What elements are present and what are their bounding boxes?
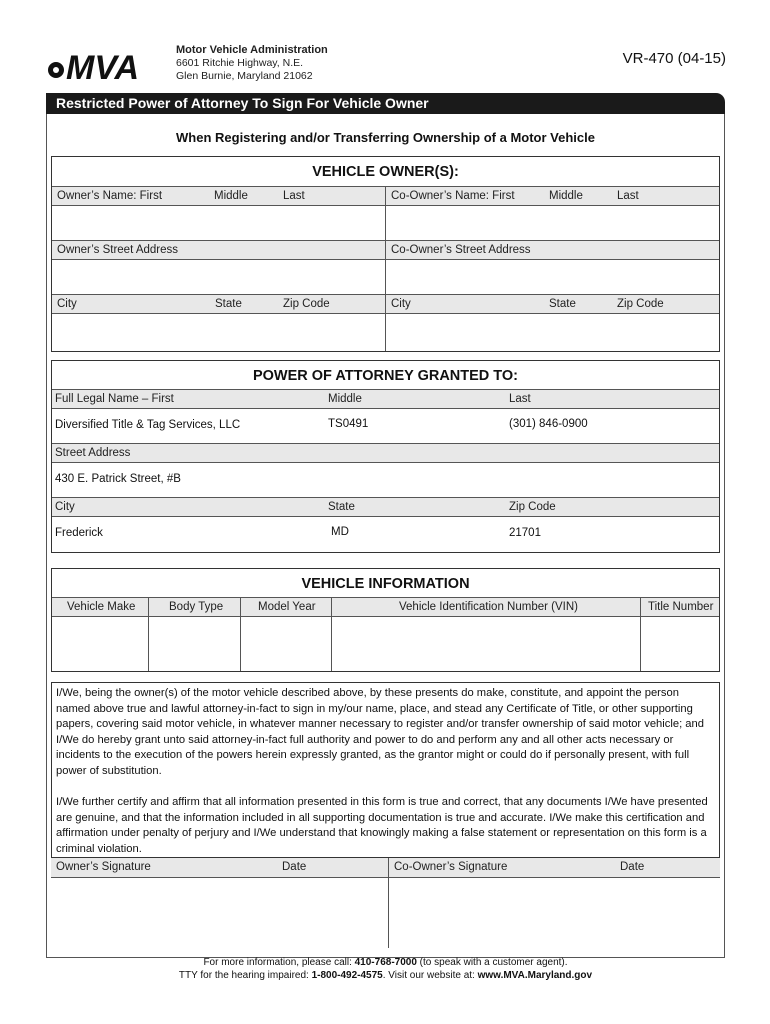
footer-agent-text: (to speak with a customer agent). bbox=[416, 957, 568, 968]
mva-logo bbox=[46, 46, 170, 86]
poa-city-label: City bbox=[55, 501, 75, 513]
coowner-signature-field[interactable] bbox=[389, 878, 720, 946]
poa-street-value[interactable]: 430 E. Patrick Street, #B bbox=[55, 473, 181, 485]
body-type-field[interactable] bbox=[149, 617, 240, 670]
form-footer bbox=[46, 956, 725, 982]
logo-text: MVA bbox=[66, 49, 140, 86]
owner-date-label: Date bbox=[282, 861, 307, 873]
poa-state-value[interactable]: MD bbox=[331, 526, 349, 538]
footer-phone: 410-768-7000 bbox=[354, 957, 417, 968]
signature-center-divider bbox=[388, 858, 389, 948]
title-number-field[interactable] bbox=[641, 617, 719, 670]
body-type-label: Body Type bbox=[169, 601, 224, 613]
coowner-middle-label: Middle bbox=[549, 190, 583, 202]
agency-block bbox=[176, 44, 328, 83]
signature-label-row bbox=[51, 858, 720, 878]
footer-line-1 bbox=[46, 956, 725, 969]
coowner-name-field[interactable] bbox=[386, 206, 719, 240]
footer-website-text: . Visit our website at: bbox=[382, 970, 478, 981]
footer-website-link[interactable]: www.MVA.Maryland.gov bbox=[477, 970, 593, 981]
vehicle-divider-4 bbox=[640, 597, 641, 671]
footer-line-2 bbox=[46, 969, 725, 982]
vehicle-info-section bbox=[51, 568, 720, 672]
poa-street-label: Street Address bbox=[55, 447, 131, 459]
agency-address-line1: 6601 Ritchie Highway, N.E. bbox=[176, 57, 304, 69]
model-year-label: Model Year bbox=[258, 601, 316, 613]
coowner-city-label: City bbox=[391, 298, 411, 310]
owner-street-label: Owner’s Street Address bbox=[57, 244, 179, 256]
footer-tty-number: 1-800-492-4575 bbox=[311, 970, 383, 981]
coowner-signature-label: Co-Owner’s Signature bbox=[394, 861, 508, 873]
owner-last-label: Last bbox=[283, 190, 305, 202]
poa-name-value-row bbox=[52, 409, 719, 443]
vin-field[interactable] bbox=[332, 617, 640, 670]
owner-signature-field[interactable] bbox=[51, 878, 387, 946]
owner-middle-label: Middle bbox=[214, 190, 248, 202]
vehicle-make-label: Vehicle Make bbox=[67, 601, 136, 613]
owner-zip-label: Zip Code bbox=[283, 298, 330, 310]
signature-value-row bbox=[51, 878, 720, 946]
form-number: VR-470 (04-15) bbox=[622, 50, 726, 67]
agency-name: Motor Vehicle Administration bbox=[176, 44, 328, 56]
vehicle-owners-heading: VEHICLE OWNER(S): bbox=[312, 164, 459, 180]
poa-city-value-row bbox=[52, 517, 719, 551]
statement-paragraph-2: I/We further certify and affirm that all information presented in this form is true and correct, that any documents I/We have presented are genuine, and that the information included in all supporting documentation is true and accurate. I/We make this certification and affirmation under penalty of perjury and I/We understand that knowingly making a false statement or representation on this form is a criminal violation. bbox=[56, 796, 708, 855]
coowner-last-label: Last bbox=[617, 190, 639, 202]
form-subtitle: When Registering and/or Transferring Ownership of a Motor Vehicle bbox=[176, 130, 595, 145]
vehicle-make-field[interactable] bbox=[52, 617, 148, 670]
coowner-first-label: Co-Owner’s Name: First bbox=[391, 190, 515, 202]
owner-state-label: State bbox=[215, 298, 242, 310]
poa-city-label-row bbox=[52, 497, 719, 517]
poa-middle-label: Middle bbox=[328, 393, 362, 405]
poa-last-value[interactable]: (301) 846-0900 bbox=[509, 418, 588, 430]
poa-zip-value[interactable]: 21701 bbox=[509, 527, 541, 539]
poa-street-label-row bbox=[52, 443, 719, 463]
coowner-city-field[interactable] bbox=[386, 314, 719, 350]
poa-name-label-row bbox=[52, 389, 719, 409]
owners-center-divider bbox=[385, 186, 386, 351]
poa-last-label: Last bbox=[509, 393, 531, 405]
vehicle-value-row bbox=[52, 617, 719, 670]
footer-call-text: For more information, please call: bbox=[203, 957, 355, 968]
coowner-street-field[interactable] bbox=[386, 260, 719, 294]
vehicle-divider-1 bbox=[148, 597, 149, 671]
vehicle-divider-3 bbox=[331, 597, 332, 671]
owner-street-field[interactable] bbox=[52, 260, 385, 294]
coowner-state-label: State bbox=[549, 298, 576, 310]
poa-state-label: State bbox=[328, 501, 355, 513]
poa-first-value[interactable]: Diversified Title & Tag Services, LLC bbox=[55, 419, 241, 431]
poa-city-value[interactable]: Frederick bbox=[55, 527, 103, 539]
vehicle-label-row bbox=[52, 597, 719, 617]
poa-section bbox=[51, 360, 720, 553]
model-year-field[interactable] bbox=[241, 617, 331, 670]
poa-heading: POWER OF ATTORNEY GRANTED TO: bbox=[252, 368, 519, 384]
footer-tty-text: TTY for the hearing impaired: bbox=[178, 970, 312, 981]
vin-label: Vehicle Identification Number (VIN) bbox=[399, 601, 578, 613]
title-number-label: Title Number bbox=[648, 601, 714, 613]
vehicle-info-heading: VEHICLE INFORMATION bbox=[301, 576, 470, 592]
owner-signature-label: Owner’s Signature bbox=[56, 861, 151, 873]
vehicle-owners-section bbox=[51, 156, 720, 352]
vehicle-divider-2 bbox=[240, 597, 241, 671]
coowner-zip-label: Zip Code bbox=[617, 298, 664, 310]
owner-city-field[interactable] bbox=[52, 314, 385, 350]
owner-city-label: City bbox=[57, 298, 77, 310]
poa-middle-value[interactable]: TS0491 bbox=[328, 418, 369, 430]
coowner-street-label: Co-Owner’s Street Address bbox=[391, 244, 531, 256]
owner-name-field[interactable] bbox=[52, 206, 385, 240]
poa-first-label: Full Legal Name – First bbox=[55, 393, 174, 405]
owner-first-label: Owner’s Name: First bbox=[57, 190, 163, 202]
coowner-date-label: Date bbox=[620, 861, 645, 873]
signature-block bbox=[51, 857, 720, 948]
statement-paragraph-1: I/We, being the owner(s) of the motor vehicle described above, by these presents do make, constitute, and appoint the person named above true and lawful attorney-in-fact to sign in my/our name, place, and stead any Certificate of Title, or other supporting papers, covering said motor vehicle, in whatever manner necessary to register and/or transfer ownership of said motor vehicle; and I/We do hereby grant unto said attorney-in-fact full authority and power to do and perform any and all other acts necessary or incidents to the execution of the powers herein expressly granted, as the grantor might or could do if personally present, with full power of substitution. bbox=[56, 687, 704, 777]
agency-address-line2: Glen Burnie, Maryland 21062 bbox=[176, 70, 313, 82]
poa-street-value-row bbox=[52, 463, 719, 497]
poa-zip-label: Zip Code bbox=[509, 501, 556, 513]
form-title: Restricted Power of Attorney To Sign For Vehicle Owner bbox=[46, 93, 725, 114]
form-header bbox=[42, 42, 732, 86]
